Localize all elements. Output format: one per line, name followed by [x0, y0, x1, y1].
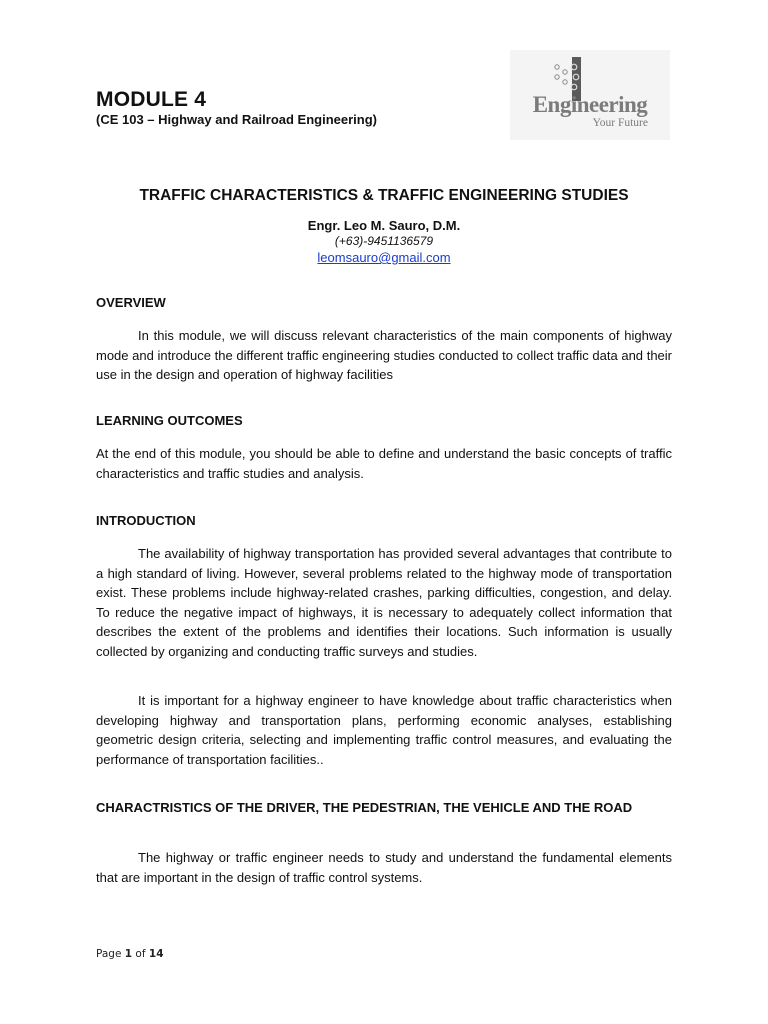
heading-learning-outcomes: LEARNING OUTCOMES [96, 413, 243, 428]
document-title: TRAFFIC CHARACTERISTICS & TRAFFIC ENGINEERING STUDIES [139, 187, 629, 204]
author-phone: (+63)-9451136579 [334, 234, 434, 248]
paragraph-introduction-1: The availability of highway transportation has provided several advantages that contribute to a high standard of living. However, several problems related to the highway mode of transportation exist. These problems include highway-related crashes, parking difficulties, congestion, and delay. To reduce the negative impact of highways, it is necessary to adequately collect information that describes the extent of the problems and identifies their locations. Such information is usually collected by organizing and conducting traffic surveys and studies. [96, 546, 672, 659]
paragraph-learning-outcomes: At the end of this module, you should be able to define and understand the basic concepts of traffic characteristics and traffic studies and analysis. [96, 446, 672, 481]
heading-introduction: INTRODUCTION [96, 513, 196, 528]
logo-tagline: Your Future [592, 117, 648, 129]
engineering-logo [510, 50, 670, 140]
paragraph-overview: In this module, we will discuss relevant characteristics of the main components of highway mode and introduce the different traffic engineering studies conducted to collect traffic data and their use in the design and operation of highway facilities [96, 328, 672, 382]
page-of-label: of [135, 948, 146, 960]
paragraph-characteristics: The highway or traffic engineer needs to study and understand the fundamental elements that are important in the design of traffic control systems. [96, 850, 672, 885]
page-total: 14 [148, 948, 164, 960]
logo-wordmark: Engineering [532, 92, 648, 117]
paragraph-introduction-2: It is important for a highway engineer to have knowledge about traffic characteristics when developing highway and transportation plans, performing economic analyses, establishing geometric design criteria, selecting and implementing traffic control measures, and evaluating the performance of transportation facilities.. [96, 693, 672, 767]
module-title: MODULE 4 [96, 88, 207, 111]
heading-overview: OVERVIEW [96, 295, 166, 310]
author-name: Engr. Leo M. Sauro, D.M. [307, 218, 461, 233]
page-number: 1 [124, 948, 133, 960]
course-subtitle: (CE 103 – Highway and Railroad Engineering) [96, 112, 378, 127]
page-label: Page [96, 948, 122, 960]
heading-characteristics: CHARACTRISTICS OF THE DRIVER, THE PEDESTRIAN, THE VEHICLE AND THE ROAD [96, 800, 633, 815]
page-footer [96, 948, 164, 960]
author-email-link[interactable]: leomsauro@gmail.com [317, 250, 451, 265]
